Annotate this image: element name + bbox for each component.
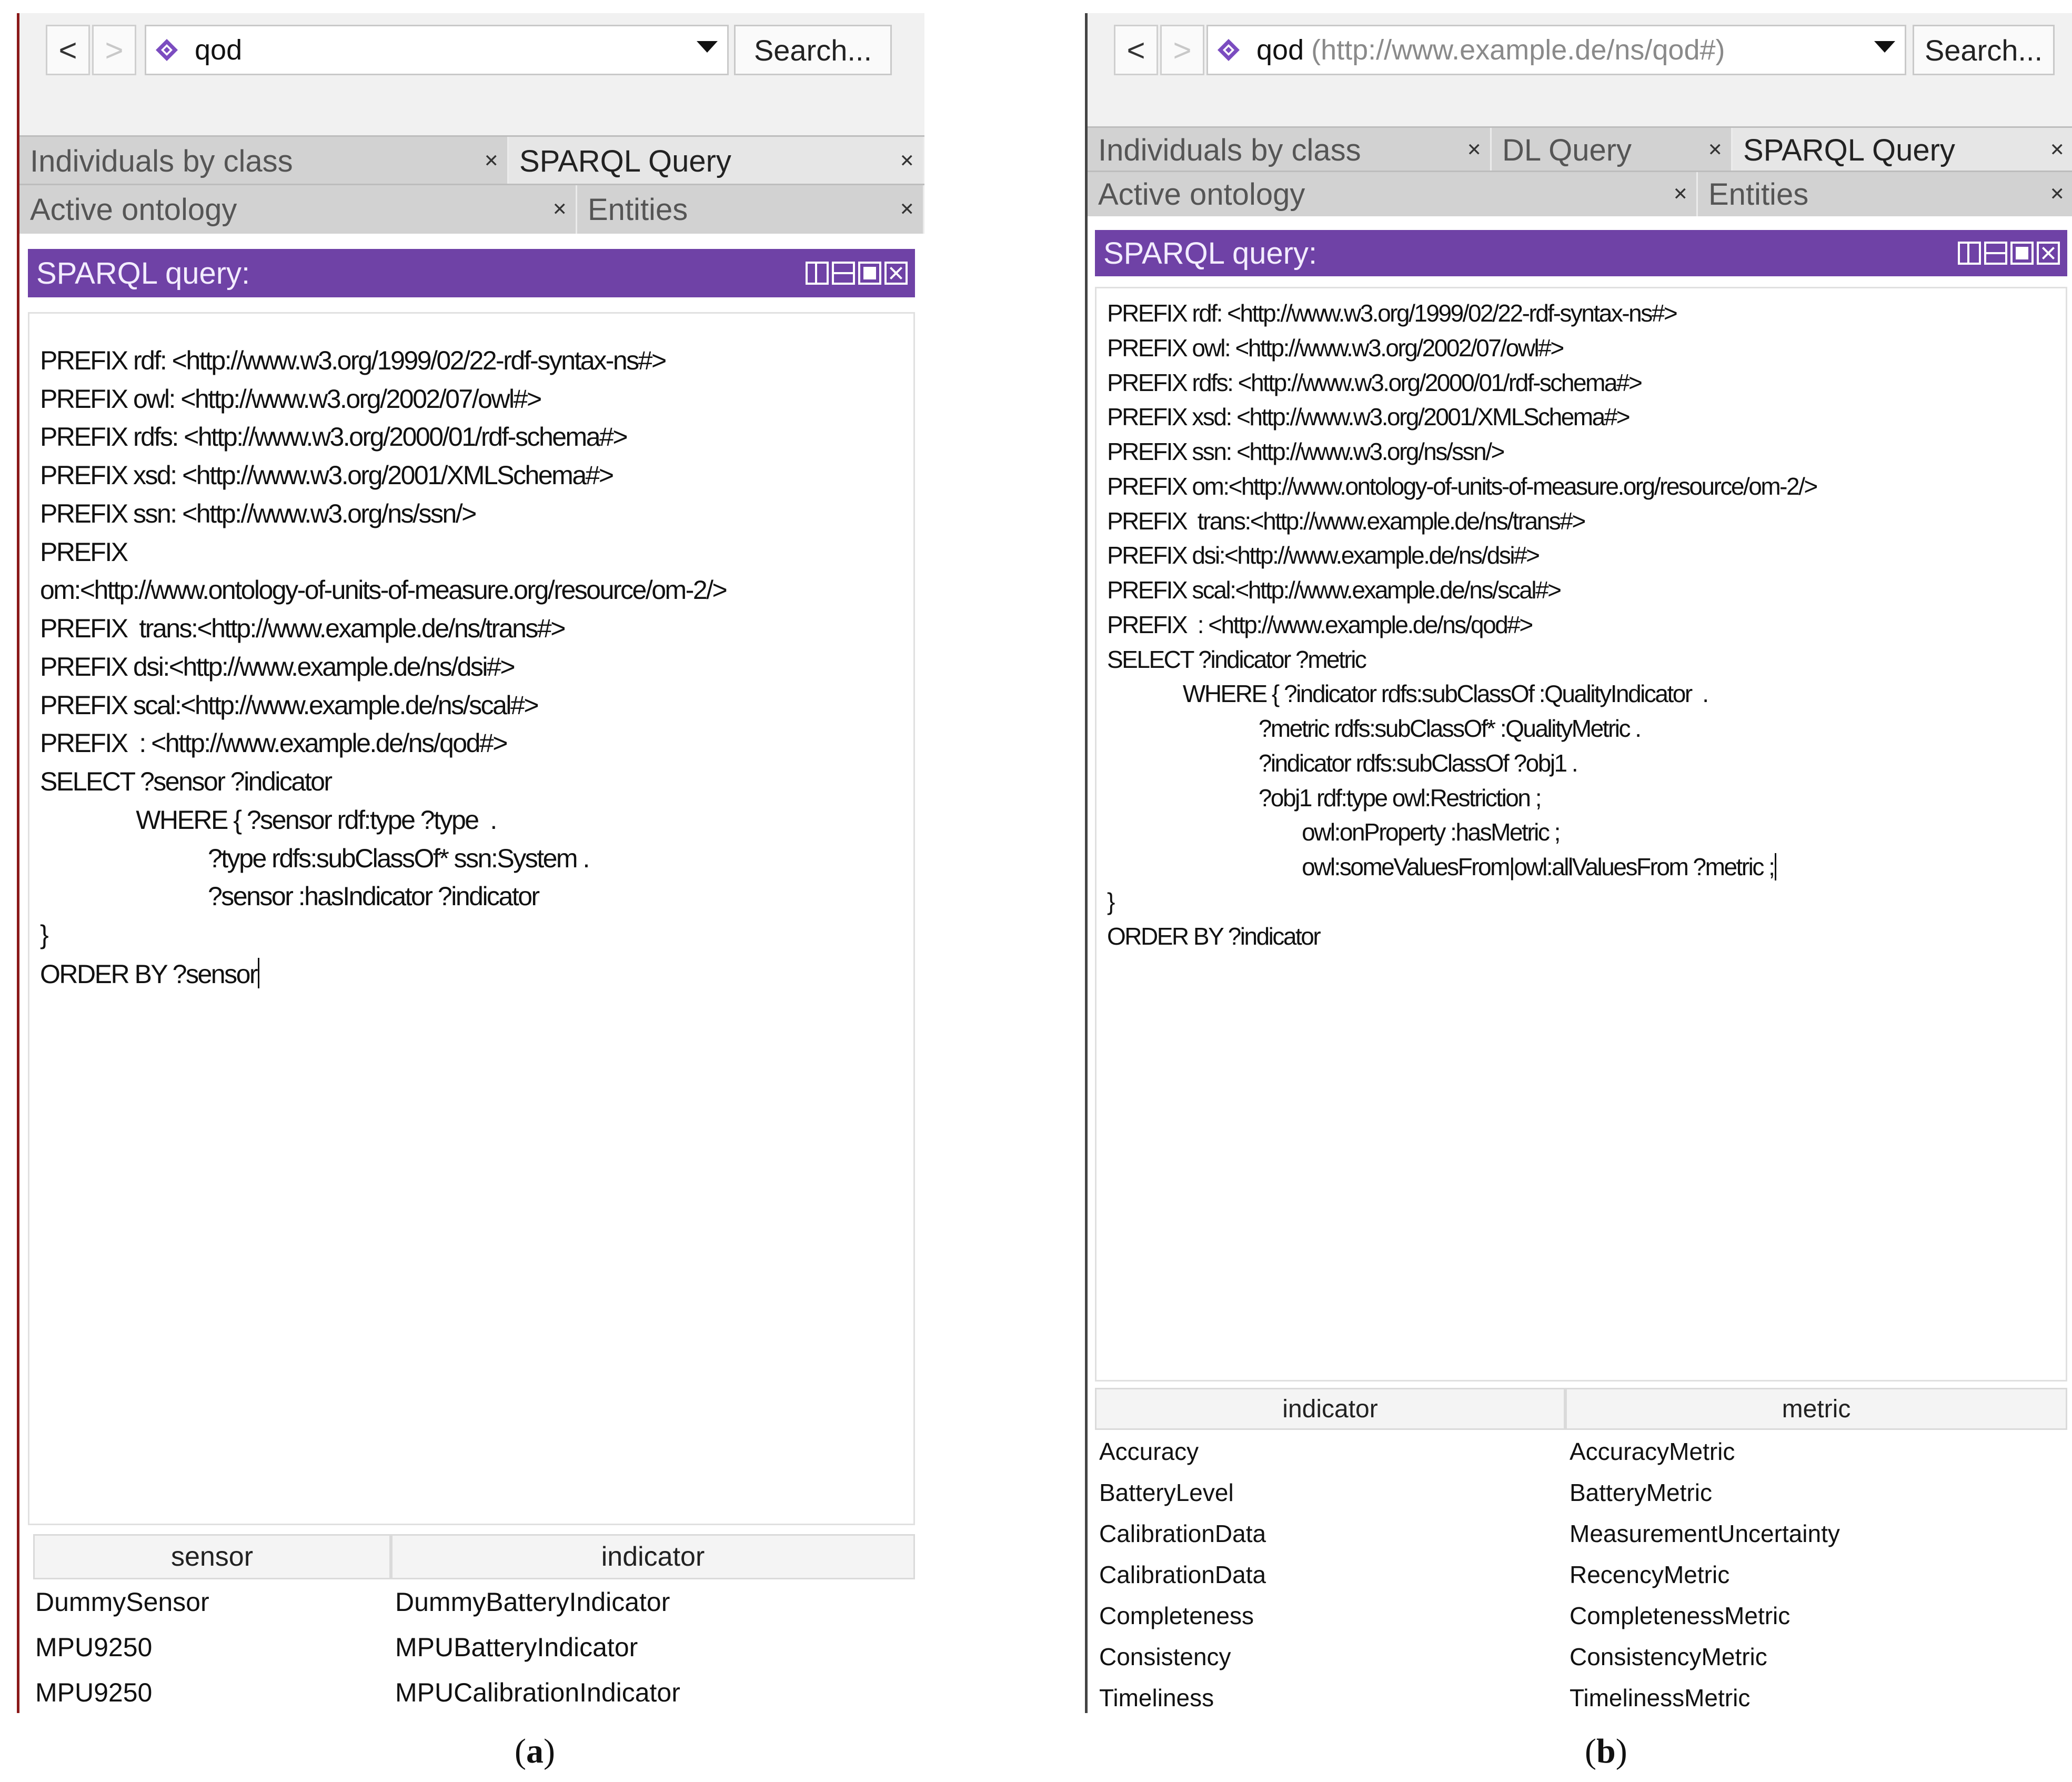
entity-name: qod bbox=[195, 34, 243, 66]
forward-button[interactable]: > bbox=[1160, 25, 1204, 75]
query-line: PREFIX rdf: <http://www.w3.org/1999/02/22-rdf-syntax-ns#> bbox=[40, 346, 666, 375]
query-line: owl:someValuesFrom|owl:allValuesFrom ?metric ; bbox=[1107, 853, 1774, 880]
query-line: PREFIX : <http://www.example.de/ns/qod#> bbox=[1107, 611, 1532, 638]
close-icon[interactable]: ✕ bbox=[899, 151, 914, 171]
column-header-metric[interactable]: metric bbox=[1565, 1388, 2067, 1430]
view-title: SPARQL query: bbox=[1103, 236, 1317, 271]
query-line: ?indicator rdfs:subClassOf ?obj1 . bbox=[1107, 749, 1577, 777]
entity-iri: (http://www.example.de/ns/qod#) bbox=[1311, 34, 1725, 66]
sparql-view-header bbox=[1095, 230, 2067, 276]
tab-row-1 bbox=[19, 135, 924, 185]
tab-row-2 bbox=[1088, 171, 2072, 216]
sparql-view-header bbox=[28, 249, 915, 297]
table-cell: Timeliness bbox=[1099, 1684, 1214, 1711]
view-buttons bbox=[1958, 242, 2060, 265]
tab-label: SPARQL Query bbox=[519, 144, 731, 178]
sparql-query-editor[interactable] bbox=[1095, 287, 2067, 1381]
caption-a: (a) bbox=[515, 1732, 555, 1770]
view-buttons bbox=[806, 262, 908, 285]
query-line: owl:onProperty :hasMetric ; bbox=[1107, 818, 1560, 846]
ontology-diamond-icon bbox=[155, 38, 179, 62]
close-icon[interactable] bbox=[2037, 242, 2060, 265]
query-line: SELECT ?indicator ?metric bbox=[1107, 646, 1366, 673]
tab-row-2 bbox=[19, 184, 924, 234]
table-cell: CalibrationData bbox=[1099, 1561, 1266, 1588]
table-cell: DummyBatteryIndicator bbox=[395, 1587, 670, 1617]
text-cursor bbox=[258, 958, 259, 988]
tab-entities[interactable] bbox=[577, 185, 924, 234]
query-line: PREFIX rdfs: <http://www.w3.org/2000/01/rdf-schema#> bbox=[1107, 369, 1642, 396]
table-cell: DummySensor bbox=[35, 1587, 209, 1617]
query-line: PREFIX om:<http://www.ontology-of-units-of-measure.org/resource/om-2/> bbox=[1107, 473, 1817, 500]
table-cell: TimelinessMetric bbox=[1570, 1684, 1751, 1711]
table-cell: RecencyMetric bbox=[1570, 1561, 1730, 1588]
entity-search-combo[interactable] bbox=[1206, 25, 1906, 75]
table-cell: MPUCalibrationIndicator bbox=[395, 1678, 680, 1707]
caption-letter: b bbox=[1596, 1732, 1616, 1770]
query-line: PREFIX scal:<http://www.example.de/ns/scal#> bbox=[1107, 576, 1561, 604]
column-header-indicator[interactable]: indicator bbox=[1095, 1388, 1565, 1430]
table-cell: CalibrationData bbox=[1099, 1520, 1266, 1547]
table-cell: BatteryMetric bbox=[1570, 1479, 1712, 1506]
table-cell: Consistency bbox=[1099, 1643, 1231, 1670]
query-line: PREFIX dsi:<http://www.example.de/ns/dsi#> bbox=[40, 652, 515, 682]
query-line-with-cursor bbox=[1107, 853, 1776, 881]
tab-individuals-by-class[interactable] bbox=[1088, 128, 1492, 172]
close-icon[interactable]: ✕ bbox=[1673, 184, 1688, 204]
tab-label: Entities bbox=[588, 192, 688, 227]
query-line: PREFIX xsd: <http://www.w3.org/2001/XMLSchema#> bbox=[1107, 403, 1630, 431]
back-button[interactable]: < bbox=[1114, 25, 1158, 75]
maximize-icon[interactable] bbox=[2010, 242, 2034, 265]
query-line: SELECT ?sensor ?indicator bbox=[40, 767, 331, 796]
tab-individuals-by-class[interactable] bbox=[19, 137, 509, 185]
table-cell: MPUBatteryIndicator bbox=[395, 1633, 638, 1662]
query-line: ORDER BY ?indicator bbox=[1107, 923, 1320, 950]
close-icon[interactable]: ✕ bbox=[2049, 184, 2065, 204]
tab-sparql-query[interactable] bbox=[1733, 128, 2072, 172]
table-cell: MPU9250 bbox=[35, 1633, 153, 1662]
back-button[interactable]: < bbox=[46, 25, 90, 75]
query-line: WHERE { ?sensor rdf:type ?type . bbox=[40, 805, 496, 835]
toolbar bbox=[1088, 13, 2072, 126]
query-line: om:<http://www.ontology-of-units-of-measure.org/resource/om-2/> bbox=[40, 575, 727, 605]
tab-active-ontology[interactable] bbox=[19, 185, 577, 234]
tab-dl-query[interactable] bbox=[1492, 128, 1733, 172]
query-line: PREFIX ssn: <http://www.w3.org/ns/ssn/> bbox=[40, 499, 476, 528]
column-header-sensor[interactable]: sensor bbox=[33, 1534, 391, 1579]
tab-active-ontology[interactable] bbox=[1088, 172, 1698, 216]
split-horizontal-icon[interactable] bbox=[832, 262, 855, 285]
query-line: PREFIX scal:<http://www.example.de/ns/scal#> bbox=[40, 690, 538, 720]
search-button[interactable]: Search... bbox=[734, 25, 892, 75]
tab-label: Individuals by class bbox=[1098, 133, 1361, 167]
tab-entities[interactable] bbox=[1698, 172, 2072, 216]
tab-label: Entities bbox=[1708, 177, 1809, 212]
search-button[interactable]: Search... bbox=[1913, 25, 2055, 75]
query-line: } bbox=[40, 920, 48, 949]
split-horizontal-icon[interactable] bbox=[1984, 242, 2007, 265]
query-line: PREFIX ssn: <http://www.w3.org/ns/ssn/> bbox=[1107, 438, 1504, 465]
query-line: PREFIX xsd: <http://www.w3.org/2001/XMLSchema#> bbox=[40, 460, 613, 490]
protege-window-b bbox=[1085, 13, 2072, 1713]
query-line: PREFIX rdfs: <http://www.w3.org/2000/01/rdf-schema#> bbox=[40, 422, 627, 452]
split-vertical-icon[interactable] bbox=[1958, 242, 1981, 265]
query-line: ?metric rdfs:subClassOf* :QualityMetric . bbox=[1107, 715, 1641, 742]
caret-down-icon[interactable] bbox=[697, 41, 718, 53]
forward-button[interactable]: > bbox=[92, 25, 136, 75]
sparql-query-editor[interactable] bbox=[28, 312, 915, 1525]
query-line: PREFIX dsi:<http://www.example.de/ns/dsi#> bbox=[1107, 542, 1539, 569]
query-line: PREFIX : <http://www.example.de/ns/qod#> bbox=[40, 728, 507, 758]
table-cell: BatteryLevel bbox=[1099, 1479, 1234, 1506]
tab-label: Active ontology bbox=[1098, 177, 1305, 212]
table-cell: AccuracyMetric bbox=[1570, 1438, 1735, 1465]
caption-b: (b) bbox=[1585, 1732, 1627, 1770]
close-icon[interactable]: ✕ bbox=[1707, 140, 1723, 160]
tab-label: SPARQL Query bbox=[1743, 133, 1955, 167]
close-icon[interactable]: ✕ bbox=[2049, 140, 2065, 160]
entity-name: qod bbox=[1256, 34, 1304, 66]
close-icon[interactable]: ✕ bbox=[899, 199, 914, 219]
query-line: ?obj1 rdf:type owl:Restriction ; bbox=[1107, 784, 1541, 812]
toolbar bbox=[19, 13, 924, 135]
tab-sparql-query[interactable] bbox=[509, 137, 924, 185]
query-line: PREFIX owl: <http://www.w3.org/2002/07/owl#> bbox=[40, 384, 541, 414]
caption-letter: a bbox=[526, 1732, 544, 1770]
query-line: ORDER BY ?sensor bbox=[40, 959, 257, 989]
close-icon[interactable]: ✕ bbox=[484, 151, 499, 171]
table-cell: CompletenessMetric bbox=[1570, 1602, 1791, 1629]
table-cell: ConsistencyMetric bbox=[1570, 1643, 1767, 1670]
maximize-icon[interactable] bbox=[858, 262, 881, 285]
text-cursor bbox=[1775, 853, 1776, 880]
close-icon[interactable]: ✕ bbox=[552, 199, 567, 219]
tab-label: Active ontology bbox=[30, 192, 237, 227]
query-line: WHERE { ?indicator rdfs:subClassOf :QualityIndicator . bbox=[1107, 680, 1708, 707]
results-table bbox=[33, 1534, 915, 1713]
split-vertical-icon[interactable] bbox=[806, 262, 829, 285]
column-header-indicator[interactable]: indicator bbox=[391, 1534, 915, 1579]
query-line: PREFIX bbox=[40, 537, 127, 567]
query-line: PREFIX rdf: <http://www.w3.org/1999/02/22-rdf-syntax-ns#> bbox=[1107, 299, 1677, 327]
entity-search-combo[interactable] bbox=[145, 25, 729, 75]
query-line: } bbox=[1107, 888, 1114, 915]
caret-down-icon[interactable] bbox=[1874, 41, 1895, 53]
query-line: ?type rdfs:subClassOf* ssn:System . bbox=[40, 844, 589, 873]
results-table bbox=[1095, 1388, 2067, 1713]
ontology-diamond-icon bbox=[1216, 38, 1241, 62]
table-cell: Accuracy bbox=[1099, 1438, 1199, 1465]
tab-label: Individuals by class bbox=[30, 144, 293, 178]
query-line-with-cursor bbox=[40, 958, 259, 989]
query-line: PREFIX owl: <http://www.w3.org/2002/07/owl#> bbox=[1107, 334, 1563, 362]
table-cell: MPU9250 bbox=[35, 1678, 153, 1707]
close-icon[interactable] bbox=[884, 262, 908, 285]
tab-row-1 bbox=[1088, 126, 2072, 172]
query-line: PREFIX trans:<http://www.example.de/ns/trans#> bbox=[40, 614, 565, 643]
protege-window-a bbox=[17, 13, 924, 1713]
close-icon[interactable]: ✕ bbox=[1466, 140, 1482, 160]
table-cell: Completeness bbox=[1099, 1602, 1254, 1629]
query-line: ?sensor :hasIndicator ?indicator bbox=[40, 882, 539, 911]
tab-label: DL Query bbox=[1502, 133, 1632, 167]
table-cell: MeasurementUncertainty bbox=[1570, 1520, 1840, 1547]
query-line: PREFIX trans:<http://www.example.de/ns/trans#> bbox=[1107, 507, 1585, 535]
view-title: SPARQL query: bbox=[36, 256, 250, 291]
